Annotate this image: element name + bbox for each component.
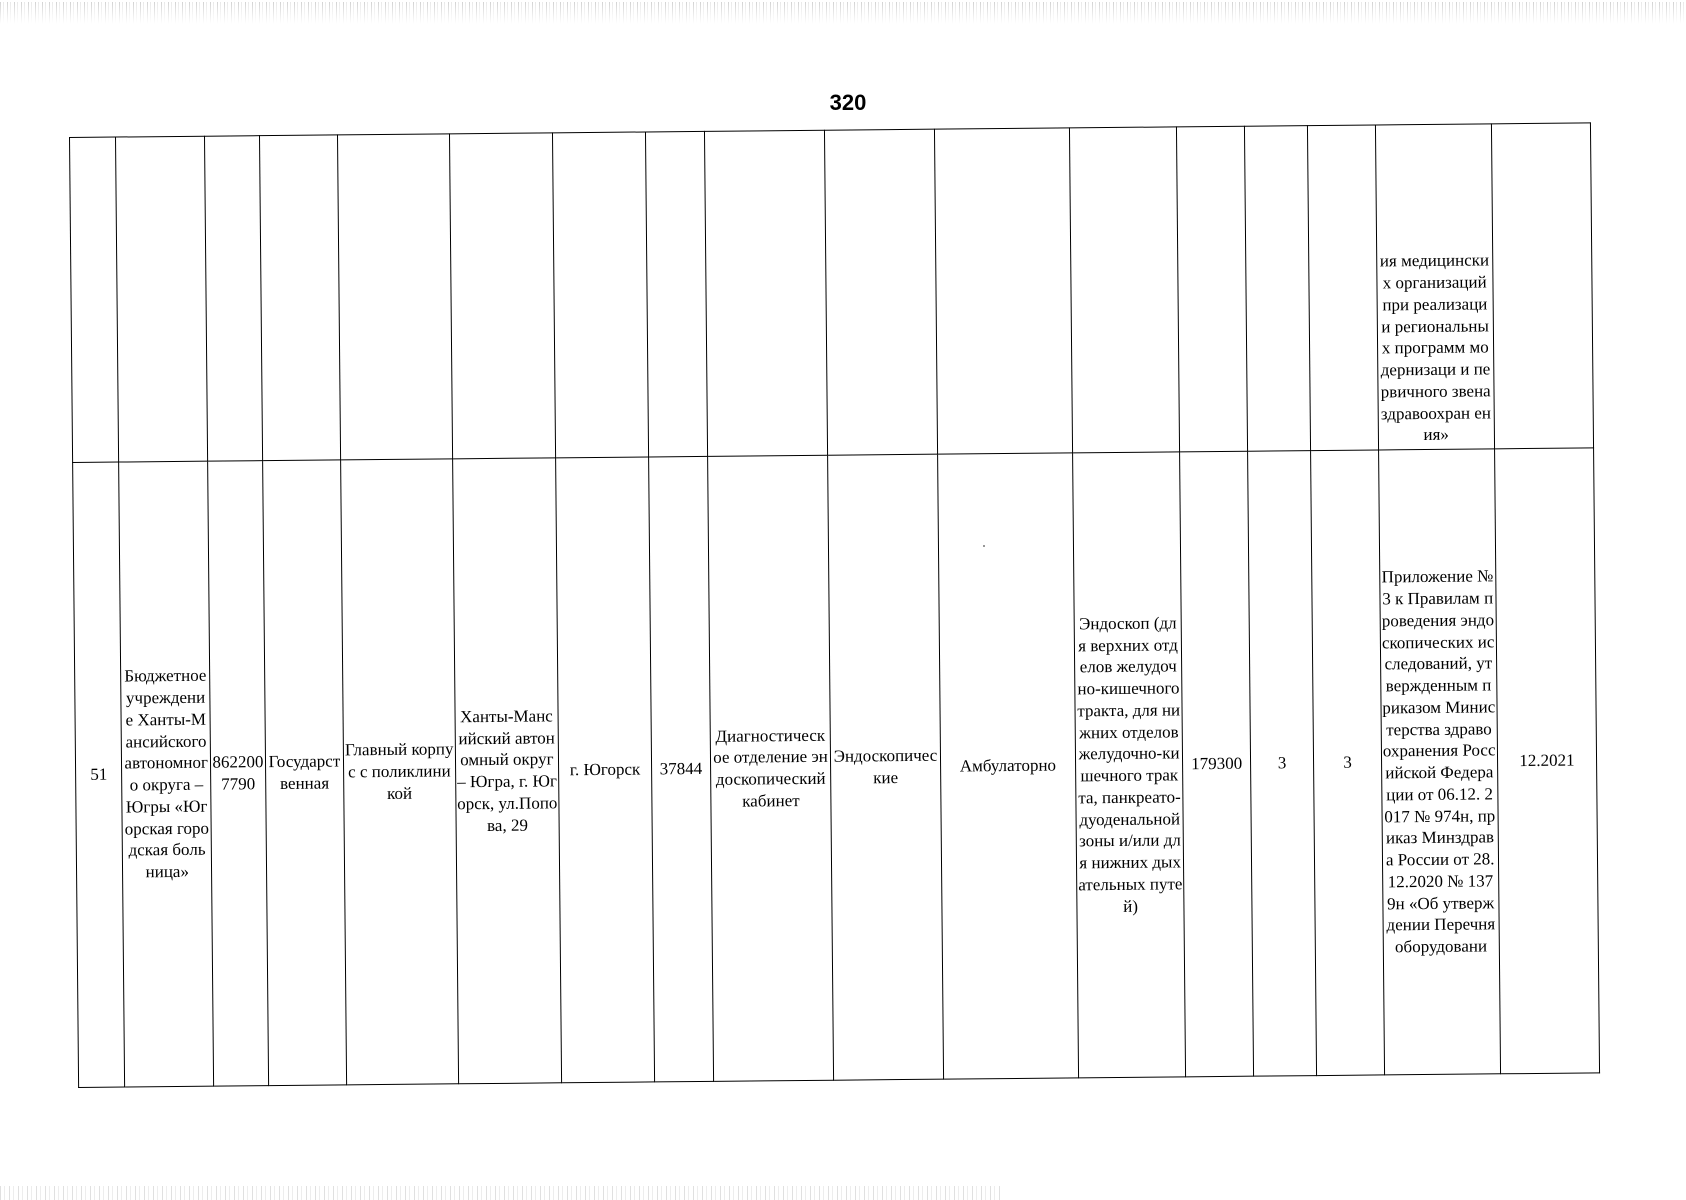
cell-organization [119, 461, 214, 1087]
table-row-51 [73, 448, 1600, 1088]
page-number: 320 [829, 90, 867, 115]
cell-building [341, 459, 459, 1085]
table-row-continuation [70, 123, 1594, 463]
cell-empty [553, 132, 649, 458]
department-name: Диагностическое отделение эндоскопический кабинет [713, 725, 828, 811]
date-text: 12.2021 [1519, 750, 1575, 771]
cell-empty [704, 130, 827, 456]
equipment-code: 179300 [1191, 753, 1243, 774]
procedure-type: Эндоскопические [833, 745, 938, 788]
address-text: Ханты-Мансийский автономный округ – Югра, г. Югорск, ул.Попова, 29 [457, 706, 558, 835]
conditions-text: Амбулаторно [959, 755, 1057, 776]
cell-empty [1308, 125, 1379, 451]
cell-number-code [648, 456, 713, 1082]
cell-city [556, 457, 655, 1083]
cell-code [208, 461, 269, 1086]
cell-empty [645, 131, 707, 457]
cell-basis [1378, 449, 1500, 1075]
cell-conditions [937, 453, 1078, 1079]
cell-ownership [262, 460, 346, 1086]
organization-code: 8622007790 [212, 752, 264, 794]
document-table-wrapper [69, 122, 1600, 1087]
cell-empty [337, 134, 452, 460]
building-name: Главный корпус с поликлиникой [344, 739, 454, 803]
cell-empty [70, 137, 120, 462]
scan-edge-top [0, 2, 1686, 24]
cell-empty [259, 135, 340, 461]
city-name: г. Югорск [569, 759, 641, 780]
cell-empty [825, 129, 938, 455]
scan-edge-bottom [0, 1186, 1000, 1200]
cell-empty [1177, 126, 1248, 452]
number-code: 37844 [659, 759, 703, 779]
cell-empty [934, 128, 1072, 454]
cell-basis-continuation [1375, 124, 1494, 450]
basis-continuation-text: ия медицински х организаций при реализации региональны х программ модернизаци и первичного звена здравоохран ения» [1379, 250, 1492, 445]
basis-text: Приложение № 3 к Правилам проведения эндоскопических исследований, утвержденным приказом Министерства здравоохранения Российской Федерации от 06.12. 2017 № 974н, приказ Минздрава России от 28.12.2020 № 1379н «Об утверждении Перечня оборудовани [1381, 566, 1496, 957]
cell-empty [1244, 126, 1310, 452]
row-number: 51 [90, 764, 108, 784]
cell-equipment [1072, 452, 1186, 1078]
quantity-required: 3 [1277, 753, 1287, 773]
ownership-type: Государственная [268, 751, 341, 794]
cell-equipment-code [1180, 451, 1253, 1077]
cell-qty-available [1311, 450, 1384, 1076]
cell-date [1494, 448, 1599, 1074]
cell-empty [449, 133, 555, 459]
cell-qty-required [1247, 451, 1316, 1077]
quantity-available: 3 [1343, 752, 1352, 772]
cell-procedure-type [828, 454, 944, 1080]
cell-empty [1491, 123, 1593, 449]
cell-address [452, 458, 561, 1084]
cell-empty [116, 136, 208, 462]
cell-empty [1069, 127, 1180, 453]
equipment-table [69, 122, 1600, 1088]
organization-name: Бюджетное учреждение Ханты-Мансийского автономного округа – Югры «Югорская городская больница» [124, 665, 210, 882]
cell-department [708, 455, 834, 1081]
cell-empty [204, 136, 262, 462]
cell-row-number [73, 462, 125, 1087]
equipment-description: Эндоскоп (для верхних отделов желудочно-кишечного тракта, для нижних отделов желудочно-кишечного тракта, панкреато-дуоденальной зоны и/или для нижних дыхательных путей) [1077, 613, 1183, 916]
